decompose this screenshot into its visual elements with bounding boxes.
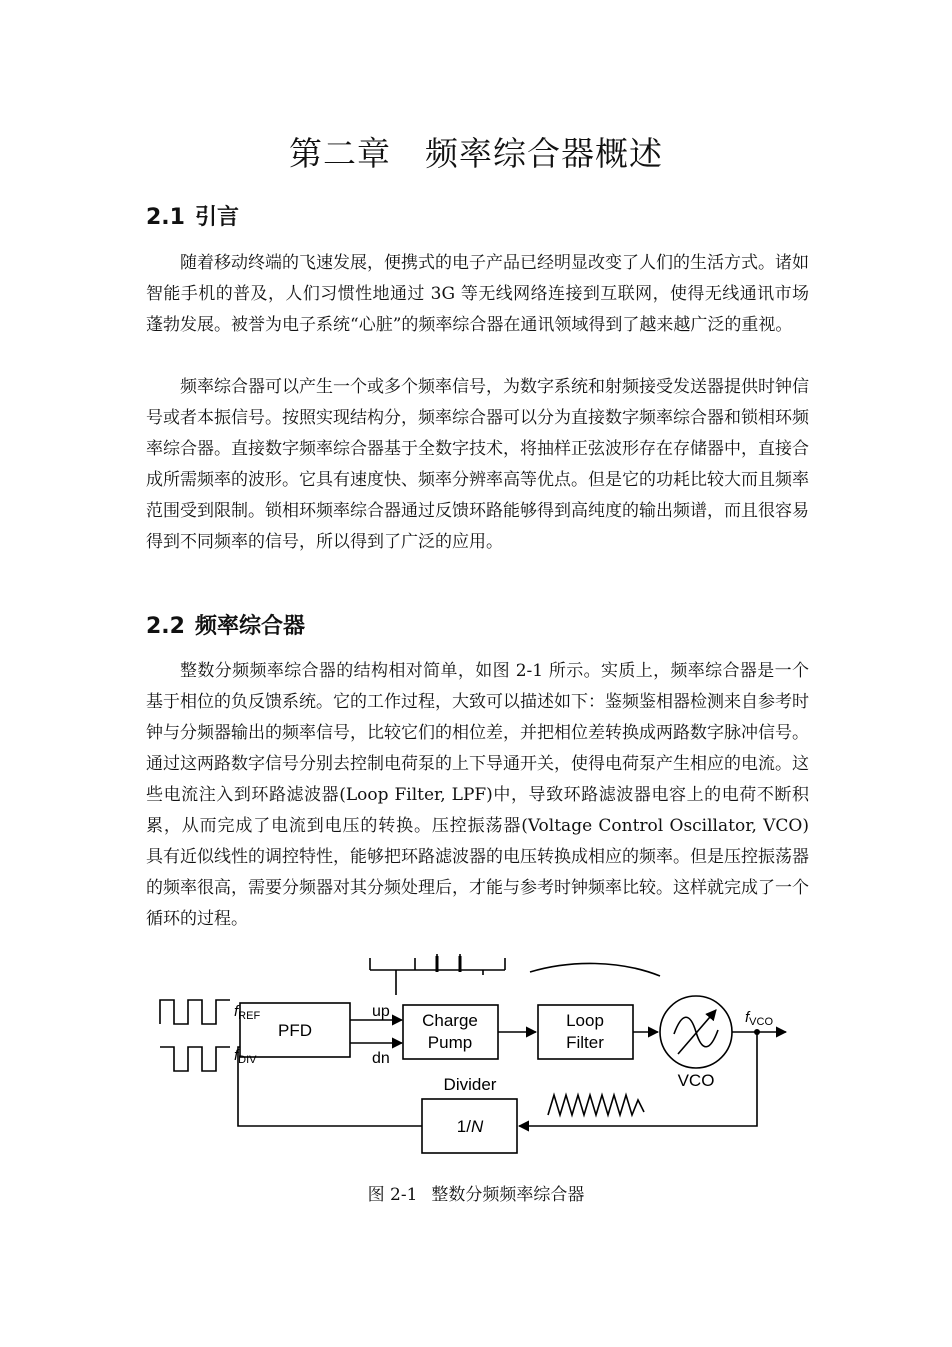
paragraph: 随着移动终端的飞速发展，便携式的电子产品已经明显改变了人们的生活方式。诸如智能手机的普及，人们习惯性地通过 3G 等无线网络连接到互联网，使得无线通讯市场蓬勃发展。被誉为电子系统“心脏”的频率综合器在通讯领域得到了越来越广泛的重视。 — [146, 253, 809, 335]
divider-ratio-label: 1/N — [456, 1117, 484, 1136]
vco-label: VCO — [677, 1071, 715, 1090]
vco-output-waveform — [548, 1095, 644, 1115]
paragraph: 频率综合器可以产生一个或多个频率信号，为数字系统和射频接受发送器提供时钟信号或者本振信号。按照实现结构分，频率综合器可以分为直接数字频率综合器和锁相环频率综合器。直接数字频率综合器基于全数字技术，将抽样正弦波形存在存储器中，直接合成所需频率的波形。它具有速度快、频率分辨率高等优点。但是它的功耗比较大而且频率范围受到限制。锁相环频率综合器通过反馈环路能够得到高纯度的输出频谱，而且很容易得到不同频率的信号，所以得到了广泛的应用。 — [146, 377, 809, 552]
divider-label: Divider — [443, 1075, 497, 1094]
figure-number: 图 2-1 — [367, 1185, 418, 1205]
fdiv-label: $f_{DIV}$ — [234, 1047, 257, 1066]
pfd-label: PFD — [278, 1021, 312, 1040]
chapter-title: 第二章 频率综合器概述 — [289, 134, 663, 173]
feedback-right-line — [519, 1032, 757, 1126]
section-number: 2.2 — [146, 614, 185, 639]
figure-caption-text: 整数分频频率综合器 — [431, 1185, 585, 1205]
figure-caption — [0, 1180, 952, 1205]
dn-label: dn — [372, 1050, 390, 1067]
control-voltage-ripple — [530, 963, 660, 976]
loop-filter-label-1: Loop — [566, 1011, 604, 1030]
vco-tuning-arrow — [678, 1010, 716, 1054]
fref-label: $f_{REF}$ — [234, 1003, 261, 1022]
div-clock-waveform — [160, 1047, 230, 1071]
feedback-left-line — [238, 1047, 422, 1126]
fvco-label: $f_{VCO}$ — [745, 1009, 774, 1028]
loop-filter-label-2: Filter — [566, 1033, 604, 1052]
section-heading-2-2 — [146, 609, 305, 640]
paragraph: 整数分频频率综合器的结构相对简单，如图 2-1 所示。实质上，频率综合器是一个基于相位的负反馈系统。它的工作过程，大致可以描述如下：鉴频鉴相器检测来自参考时钟与分频器输出的频率信号，比较它们的相位差，并把相位差转换成两路数字脉冲信号。通过这两路数字信号分别去控制电荷泵的上下导通开关，使得电荷泵产生相应的电流。这些电流注入到环路滤波器(Loop Filter, LPF)中，导致环路滤波器电容上的电荷不断积累，从而完成了电流到电压的转换。压控振荡器(Voltage Control Oscillator, VCO) 具有近似线性的调控特性，能够把环路滤波器的电压转换成相应的频率。但是压控振荡器的频率很高，需要分频器对其分频处理后，才能与参考时钟频率比较。这样就完成了一个循环的过程。 — [146, 661, 809, 929]
pll-block-diagram — [150, 950, 810, 1170]
section-title: 引言 — [194, 205, 239, 230]
up-label: up — [372, 1003, 390, 1020]
section-heading-2-1 — [146, 200, 239, 231]
ref-clock-waveform — [160, 1000, 230, 1024]
section-number: 2.1 — [146, 205, 185, 230]
output-node-dot — [754, 1029, 760, 1035]
charge-pump-label-1: Charge — [422, 1011, 478, 1030]
charge-pump-label-2: Pump — [427, 1033, 473, 1052]
section-title: 频率综合器 — [194, 614, 305, 639]
